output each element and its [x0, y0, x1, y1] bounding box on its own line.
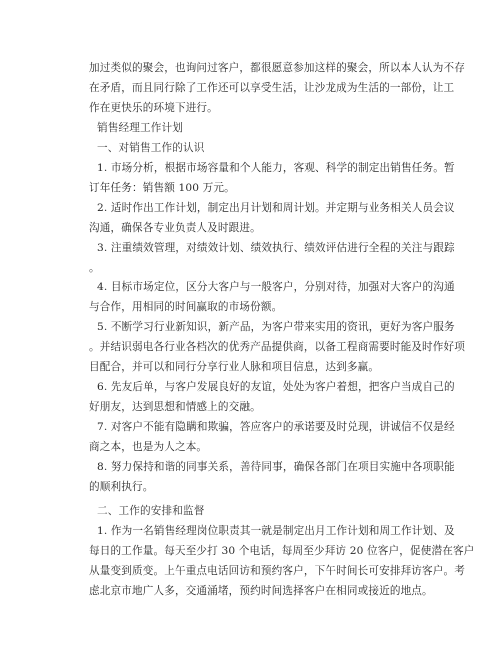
list-item-line: 商之本，也是为人之本。: [89, 441, 208, 454]
list-item-line: 8. 努力保持和谐的同事关系，善待同事，确保各部门在项目实施中各项职能: [97, 461, 455, 474]
list-item-line: 与合作，用相同的时间赢取的市场份额。: [89, 301, 283, 314]
list-item-line: 好朋友，达到思想和情感上的交融。: [89, 401, 261, 414]
list-item-line: 1. 作为一名销售经理岗位职责其一就是制定出月工作计划和周工作计划、及: [97, 524, 455, 537]
list-item-line: 目配合，并可以和同行分享行业人脉和项目信息，达到多赢。: [89, 361, 380, 374]
list-item-line: 6. 先友后单，与客户发展良好的友谊，处处为客户着想，把客户当成自己的: [97, 381, 455, 394]
paragraph-line: 加过类似的聚会，也询问过客户，都很愿意参加这样的聚会，所以本人认为不存: [89, 62, 466, 74]
list-item-line: 沟通，确保各专业负责人及时跟进。: [89, 221, 261, 234]
list-item-line: 4. 目标市场定位，区分大客户与一般客户，分别对待，加强对大客户的沟通: [97, 281, 455, 294]
paragraph-line: 在矛盾，而且同行除了工作还可以享受生活，让沙龙成为生活的一部份，让工: [89, 81, 455, 94]
list-item-line: 5. 不断学习行业新知识，新产品，为客户带来实用的资讯，更好为客户服务: [97, 321, 455, 334]
list-item-line: 3. 注重绩效管理，对绩效计划、绩效执行、绩效评估进行全程的关注与跟踪: [97, 241, 455, 254]
list-item-line: 7. 对客户不能有隐瞒和欺骗，答应客户的承诺要及时兑现，讲诚信不仅是经: [97, 421, 455, 434]
list-item-line: 2. 适时作出工作计划，制定出月计划和周计划。并定期与业务相关人员会议: [97, 201, 455, 214]
list-item-line: 1. 市场分析，根据市场容量和个人能力，客观、科学的制定出销售任务。暂: [97, 161, 455, 174]
section-heading: 一、对销售工作的认识: [97, 141, 205, 154]
list-item-line: 的顺利执行。: [89, 481, 154, 494]
list-item-line: 每日的工作量。每天至少打 30 个电话，每周至少拜访 20 位客户，促使潜在客户: [89, 544, 475, 557]
list-item-line: 从量变到质变。上午重点电话回访和预约客户，下午时间长可安排拜访客户。考: [89, 564, 466, 577]
list-item-line: 。并结识弱电各行业各档次的优秀产品提供商，以备工程商需要时能及时作好项: [89, 341, 466, 354]
paragraph-line: 作在更快乐的环境下进行。: [89, 101, 218, 114]
section-title: 销售经理工作计划: [97, 121, 183, 134]
section-heading: 二、工作的安排和监督: [97, 504, 205, 517]
list-item-line: 订年任务：销售额 100 万元。: [89, 181, 235, 194]
list-item-line: 虑北京市地广人多，交通涌堵，预约时间选择客户在相同或接近的地点。: [89, 584, 433, 597]
list-item-line: 。: [89, 261, 100, 274]
